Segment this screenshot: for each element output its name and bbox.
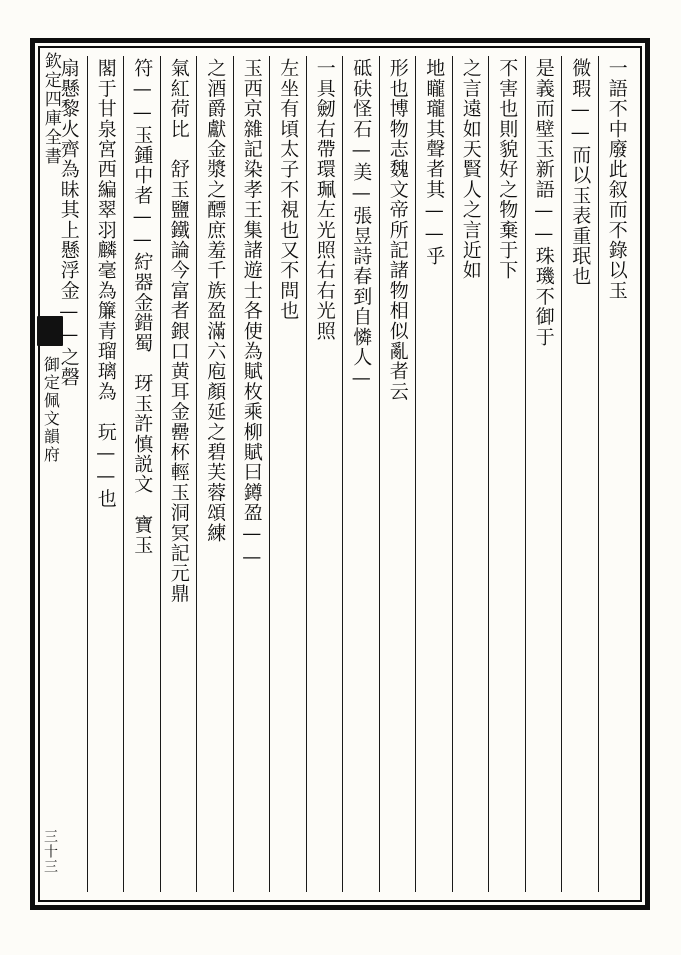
text-column (415, 56, 452, 892)
text-column (269, 56, 306, 892)
text-column (160, 56, 197, 892)
column-text: 不害也則貌好之物棄于下 (496, 58, 519, 281)
book-title: 欽定四庫全書 (40, 52, 61, 166)
column-text: 左坐有頃太子不視也又不問也 (277, 58, 300, 321)
text-column (306, 56, 343, 892)
text-column (233, 56, 270, 892)
column-text: 一語不中廢此叙而不錄以玉 (605, 58, 628, 301)
column-text: 地矓瓏其聲者其——乎 (423, 58, 446, 266)
text-column (196, 56, 233, 892)
column-text: 微瑕——而以玉表重珉也 (569, 58, 592, 287)
text-column (525, 56, 562, 892)
column-text: 閣于甘泉宮西編翠羽麟毫為簾青瑠璃為 玩——也 (94, 58, 117, 509)
column-text: 形也博物志魏文帝所記諸物相似亂者云 (386, 58, 409, 402)
book-subtitle: 御定佩文韻府 (41, 356, 61, 464)
text-column (50, 56, 87, 892)
column-text: 玉西京雜記染孝王集諸遊士各使為賦枚乘柳賦曰鐏盈—— (240, 58, 263, 569)
column-text: 扇懸黎火齊為昧其上懸浮金——之磬 (57, 58, 80, 388)
text-column (452, 56, 489, 892)
text-column (123, 56, 160, 892)
text-column (598, 56, 635, 892)
column-text: 之酒爵獻金漿之醥庶羞千族盈滿六庖顏延之碧芙蓉頌練 (204, 58, 227, 543)
column-text: 砥砆怪石—美—張昱詩春到自憐人— (350, 58, 373, 391)
text-column (87, 56, 124, 892)
column-text: 之言遠如天賢人之言近如 (459, 58, 482, 281)
text-column (488, 56, 525, 892)
page-number: 三十三 (42, 829, 58, 874)
column-text: 一具劒右帶環珮左光照右右光照 (313, 58, 336, 341)
column-text: 氣紅荷比 舒玉鹽鐵論今富者銀口黄耳金罍杯輕玉洞冥記元鼎 (167, 58, 190, 604)
column-text: 是義而壁玉新語——珠璣不御于 (532, 58, 555, 347)
text-column (561, 56, 598, 892)
text-area (41, 52, 636, 896)
text-column (379, 56, 416, 892)
text-column (342, 56, 379, 892)
column-text: 符——玉鍾中者——紵器金錯蜀 玡玉許慎説文 寶玉 (131, 58, 154, 555)
